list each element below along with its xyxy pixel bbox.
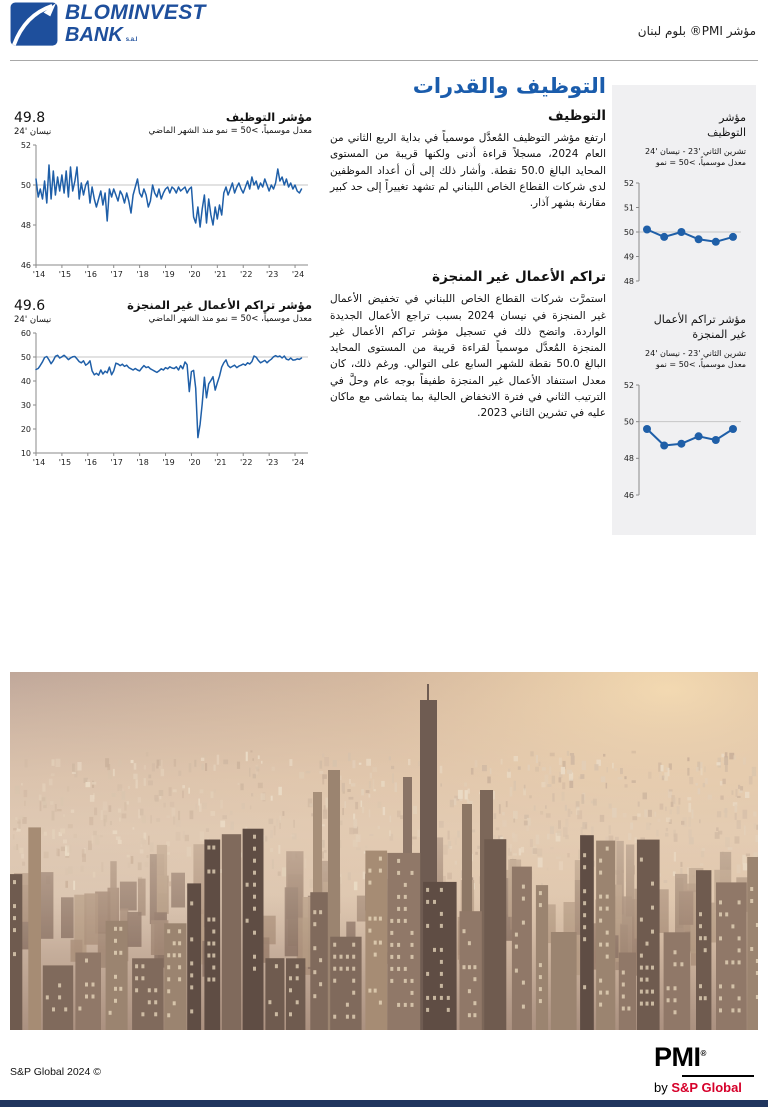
backlogs-latest-period: نيسان '24 [14, 315, 52, 325]
city-photo [10, 672, 758, 1030]
employment-mini-chart [622, 175, 746, 287]
backlogs-mini-subtitle: تشرين الثاني '23 - نيسان '24 معدل موسمياً، >50 = نمو [645, 348, 746, 370]
svg-text:'17: '17 [110, 458, 123, 467]
summary-sidebar [612, 85, 756, 535]
backlogs-chart-block [14, 298, 312, 469]
svg-text:48: 48 [20, 220, 31, 230]
svg-text:'22: '22 [240, 458, 253, 467]
svg-text:52: 52 [623, 380, 634, 390]
svg-text:'14: '14 [32, 458, 46, 467]
employment-mini-subtitle: تشرين الثاني '23 - نيسان '24 معدل موسمياً، >50 = نمو [645, 146, 746, 168]
backlogs-chart-titles [127, 298, 312, 324]
backlogs-line-chart [14, 327, 312, 469]
svg-text:52: 52 [20, 140, 31, 150]
svg-text:48: 48 [623, 453, 634, 463]
backlogs-latest-value: 49.6 [14, 298, 46, 314]
svg-text:'22: '22 [240, 270, 253, 279]
svg-text:46: 46 [20, 260, 31, 270]
commentary-column [330, 108, 606, 421]
employment-heading: التوظيف [548, 108, 606, 124]
svg-text:'20: '20 [188, 270, 201, 279]
pmi-wordmark: PMI® [654, 1042, 706, 1072]
employment-latest-period: نيسان '24 [14, 127, 52, 137]
sp-global-wordmark: S&P Global [671, 1080, 742, 1095]
beirut-skyline-image [10, 672, 758, 1030]
employment-paragraph: ارتفع مؤشر التوظيف المُعدَّل موسمياً في بداية الربع الثاني من العام 2024، مسجلاً قراءة أدنى ولكنها قريبة من المستوى المحايد البالغ 50.0 نقطة. وأشار ذلك إلى أن أعداد الموظفين لدى شركات القطاع الخاص اللبناني لم تشهد تغييراً إلى حد كبير مقارنة بشهر آذار. [330, 132, 606, 210]
svg-text:'18: '18 [136, 458, 149, 467]
employment-mini-title: مؤشر التوظيف [707, 111, 746, 139]
svg-text:'19: '19 [162, 458, 175, 467]
pmi-logo-rule [682, 1075, 754, 1077]
svg-text:'19: '19 [162, 270, 175, 279]
svg-text:50: 50 [20, 180, 31, 190]
blominvest-logo [10, 2, 206, 47]
footer-accent-bar [0, 1100, 768, 1107]
svg-text:40: 40 [20, 376, 31, 386]
employment-mini-block [622, 111, 746, 287]
backlogs-section [330, 269, 606, 421]
employment-line-chart [14, 139, 312, 281]
svg-text:'18: '18 [136, 270, 149, 279]
svg-text:52: 52 [623, 178, 634, 188]
employment-latest-metric [14, 110, 51, 137]
svg-text:30: 30 [20, 400, 31, 410]
backlogs-mini-block [622, 313, 746, 501]
bank-suffix: s.a.l [125, 37, 138, 43]
bank-name [65, 2, 206, 45]
bank-name-line1: BLOMINVEST [65, 1, 206, 24]
bank-name-line2: BANK s.a.l [65, 24, 138, 46]
employment-chart-block [14, 110, 312, 281]
svg-text:60: 60 [20, 328, 31, 338]
svg-text:'17: '17 [110, 270, 123, 279]
employment-section [330, 108, 606, 211]
backlogs-latest-metric [14, 298, 51, 325]
page-title: التوظيف والقدرات [412, 74, 606, 98]
header-divider [10, 60, 758, 61]
svg-text:48: 48 [623, 276, 634, 286]
employment-chart-subtitle: معدل موسمياً، >50 = نمو منذ الشهر الماضي [148, 126, 312, 136]
svg-text:20: 20 [20, 424, 31, 434]
svg-text:50: 50 [623, 227, 634, 237]
blominvest-emblem-icon [10, 2, 58, 47]
svg-text:'23: '23 [265, 458, 279, 467]
svg-text:46: 46 [623, 490, 634, 500]
svg-text:'23: '23 [265, 270, 279, 279]
svg-text:'24: '24 [291, 458, 305, 467]
svg-text:'21: '21 [214, 458, 227, 467]
document-title: مؤشر PMI® بلوم لبنان [637, 24, 756, 38]
backlogs-chart-title: مؤشر تراكم الأعمال غير المنجزة [127, 298, 312, 312]
svg-text:50: 50 [20, 352, 31, 362]
backlogs-chart-subtitle: معدل موسمياً، >50 = نمو منذ الشهر الماضي [148, 314, 312, 324]
backlogs-mini-chart [622, 377, 746, 501]
registered-mark: ® [700, 1049, 706, 1058]
employment-chart-titles [149, 110, 312, 136]
employment-chart-header [14, 110, 312, 137]
backlogs-mini-title: مؤشر تراكم الأعمال غير المنجزة [653, 312, 746, 341]
copyright-text: S&P Global 2024 © [10, 1066, 102, 1078]
employment-chart-title: مؤشر التوظيف [225, 110, 312, 124]
svg-text:'15: '15 [58, 270, 72, 279]
svg-text:10: 10 [20, 448, 31, 458]
svg-text:50: 50 [623, 417, 634, 427]
svg-text:'14: '14 [32, 270, 46, 279]
svg-text:'21: '21 [214, 270, 227, 279]
svg-text:49: 49 [623, 252, 634, 262]
svg-text:'16: '16 [84, 458, 98, 467]
backlogs-paragraph: استمرَّت شركات القطاع الخاص اللبناني في تخفيض الأعمال غير المنجزة في نيسان 2024 بسبب تراجع الأعمال الجديدة الواردة. واتضح ذلك في تسجيل مؤشر تراكم الأعمال غير المنجزة المُعدَّل موسمياً لقراءة قريبة من المستوى المحايد البالغ 50.0 نقطة للشهر السابع على التوالي. ورغم ذلك، كان معدل استنفاد الأعمال غير المنجزة طفيفاً بوجه عام وحلَّ في الترتيب الثاني في فترة الانخفاض الحالية بما يتماشى مع ماكان عليه في تشرين الثاني 2023. [330, 293, 606, 420]
backlogs-chart-header [14, 298, 312, 325]
svg-text:'24: '24 [291, 270, 305, 279]
pmi-by-sp-global-logo [654, 1044, 754, 1095]
svg-text:51: 51 [623, 203, 634, 213]
svg-text:'15: '15 [58, 458, 72, 467]
backlogs-heading: تراكم الأعمال غير المنجزة [432, 269, 606, 286]
employment-latest-value: 49.8 [14, 110, 46, 126]
by-sp-global: by S&P Global [654, 1080, 742, 1095]
svg-text:'20: '20 [188, 458, 201, 467]
svg-text:'16: '16 [84, 270, 98, 279]
